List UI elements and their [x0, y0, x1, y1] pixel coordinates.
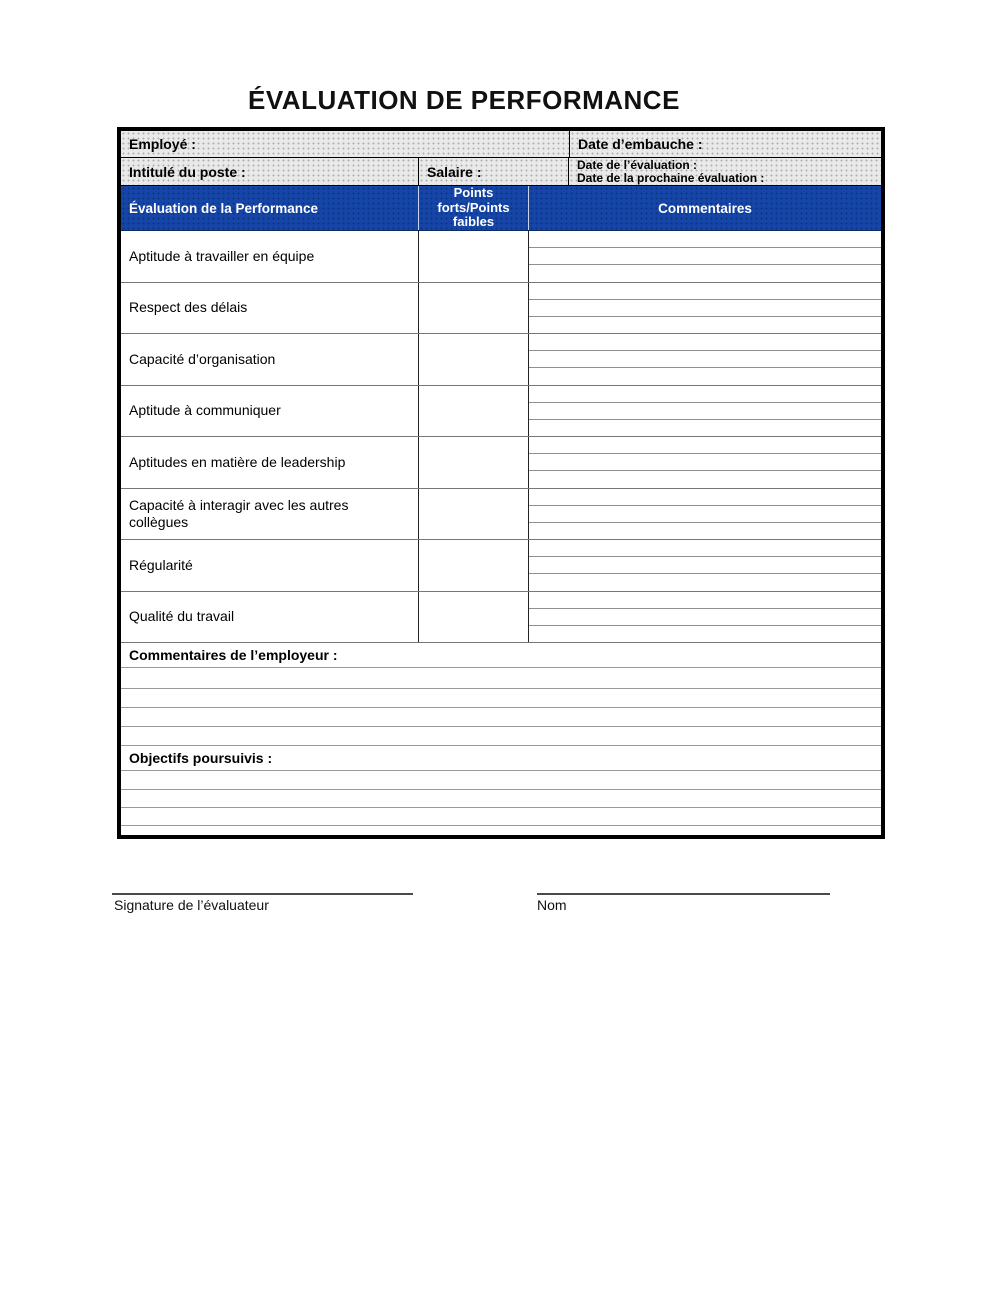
criteria-label: Qualité du travail	[121, 592, 419, 643]
criteria-row	[121, 540, 881, 592]
evaluation-dates-field[interactable]	[569, 158, 881, 185]
comments-cell	[529, 540, 881, 591]
employer-comments-line[interactable]	[121, 708, 881, 727]
name-signature-line[interactable]	[537, 893, 830, 895]
comment-line[interactable]	[529, 573, 881, 590]
comment-line[interactable]	[529, 386, 881, 402]
comment-line[interactable]	[529, 625, 881, 642]
objectives-header: Objectifs poursuivis :	[121, 746, 881, 771]
evaluator-signature-label: Signature de l’évaluateur	[114, 897, 269, 913]
hire-date-field[interactable]	[570, 131, 881, 157]
job-title-label: Intitulé du poste :	[129, 163, 246, 180]
criteria-label: Capacité à interagir avec les autres collègues	[121, 489, 419, 540]
comments-cell	[529, 334, 881, 385]
criteria-row	[121, 437, 881, 489]
comment-line[interactable]	[529, 437, 881, 453]
criteria-label: Aptitude à travailler en équipe	[121, 231, 419, 282]
comment-line[interactable]	[529, 453, 881, 470]
employee-row	[121, 131, 881, 158]
criteria-label: Capacité d’organisation	[121, 334, 419, 385]
comment-line[interactable]	[529, 522, 881, 539]
next-eval-date-label: Date de la prochaine évaluation :	[577, 171, 765, 185]
column-header-points: Points forts/Points faibles	[419, 186, 529, 230]
criteria-row	[121, 334, 881, 386]
points-input-cell[interactable]	[419, 437, 529, 488]
criteria-label: Régularité	[121, 540, 419, 591]
comment-line[interactable]	[529, 367, 881, 384]
comments-cell	[529, 489, 881, 540]
evaluator-signature-line[interactable]	[112, 893, 413, 895]
hire-date-label: Date d’embauche :	[578, 136, 703, 152]
employer-comments-line[interactable]	[121, 689, 881, 708]
name-signature-label: Nom	[537, 897, 567, 913]
column-header-criteria: Évaluation de la Performance	[121, 186, 419, 230]
objectives-line[interactable]	[121, 826, 881, 835]
comment-line[interactable]	[529, 470, 881, 487]
comment-line[interactable]	[529, 419, 881, 436]
criteria-row	[121, 592, 881, 644]
points-input-cell[interactable]	[419, 334, 529, 385]
comments-cell	[529, 386, 881, 437]
job-title-field[interactable]	[121, 158, 419, 185]
criteria-label: Aptitude à communiquer	[121, 386, 419, 437]
points-input-cell[interactable]	[419, 231, 529, 282]
comments-cell	[529, 592, 881, 643]
table-header-row	[121, 186, 881, 231]
objectives-line[interactable]	[121, 790, 881, 808]
comment-line[interactable]	[529, 489, 881, 505]
comments-cell	[529, 231, 881, 282]
employer-comments-header: Commentaires de l’employeur :	[121, 643, 881, 668]
objectives-line[interactable]	[121, 808, 881, 826]
salary-field[interactable]	[419, 158, 569, 185]
comment-line[interactable]	[529, 334, 881, 350]
comment-line[interactable]	[529, 247, 881, 264]
comment-line[interactable]	[529, 608, 881, 625]
criteria-row	[121, 386, 881, 438]
points-input-cell[interactable]	[419, 540, 529, 591]
points-input-cell[interactable]	[419, 283, 529, 334]
comments-cell	[529, 437, 881, 488]
employee-field[interactable]	[121, 131, 570, 157]
salary-label: Salaire :	[427, 163, 482, 180]
objectives-line[interactable]	[121, 771, 881, 790]
employer-comments-line[interactable]	[121, 727, 881, 746]
points-input-cell[interactable]	[419, 489, 529, 540]
comment-line[interactable]	[529, 350, 881, 367]
criteria-row	[121, 231, 881, 283]
evaluation-form-table	[117, 127, 885, 839]
criteria-label: Aptitudes en matière de leadership	[121, 437, 419, 488]
comment-line[interactable]	[529, 299, 881, 316]
page-title: ÉVALUATION DE PERFORMANCE	[248, 85, 680, 115]
comment-line[interactable]	[529, 540, 881, 556]
comment-line[interactable]	[529, 283, 881, 299]
comment-line[interactable]	[529, 264, 881, 281]
points-input-cell[interactable]	[419, 386, 529, 437]
comment-line[interactable]	[529, 402, 881, 419]
comment-line[interactable]	[529, 231, 881, 247]
comment-line[interactable]	[529, 316, 881, 333]
comment-line[interactable]	[529, 505, 881, 522]
criteria-label: Respect des délais	[121, 283, 419, 334]
comment-line[interactable]	[529, 592, 881, 608]
job-row	[121, 158, 881, 186]
criteria-row	[121, 489, 881, 541]
criteria-row	[121, 283, 881, 335]
comment-line[interactable]	[529, 556, 881, 573]
points-input-cell[interactable]	[419, 592, 529, 643]
employee-label: Employé :	[129, 136, 196, 152]
eval-date-label: Date de l’évaluation :	[577, 158, 698, 172]
comments-cell	[529, 283, 881, 334]
employer-comments-line[interactable]	[121, 668, 881, 689]
column-header-comments: Commentaires	[529, 186, 881, 230]
